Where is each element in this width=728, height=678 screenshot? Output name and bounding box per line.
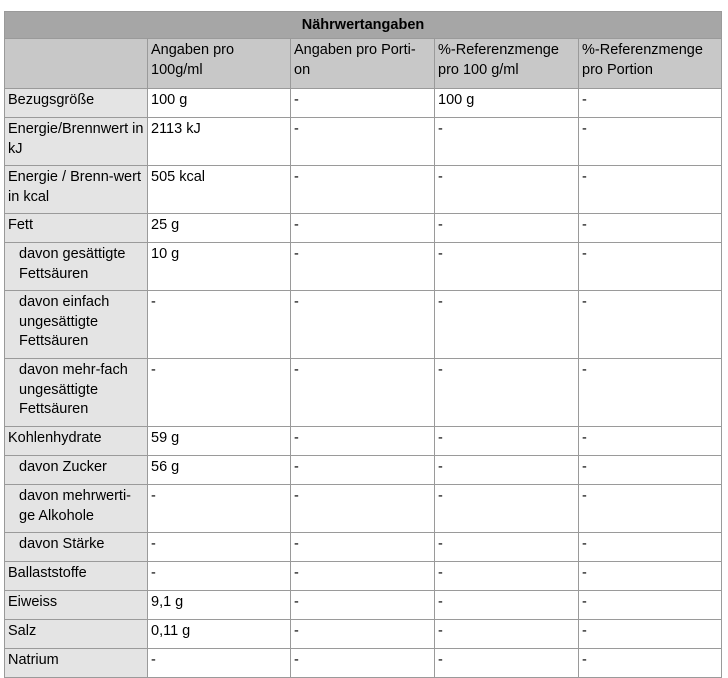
table-cell: 9,1 g [148,591,291,620]
table-cell: - [291,485,435,533]
row-label: davon Stärke [5,533,148,562]
table-cell: - [435,456,579,485]
table-cell: - [148,485,291,533]
row-label: Kohlenhydrate [5,427,148,456]
table-cell: - [291,89,435,118]
table-cell: 25 g [148,214,291,243]
table-cell: - [579,214,722,243]
table-cell: - [291,591,435,620]
table-row [5,649,722,678]
table-cell: - [291,359,435,427]
table-cell: - [579,620,722,649]
row-label: Ballaststoffe [5,562,148,591]
table-cell: - [579,591,722,620]
table-cell: - [579,485,722,533]
table-row [5,118,722,166]
table-cell: - [579,456,722,485]
table-cell: 10 g [148,243,291,291]
table-row [5,359,722,427]
table-row [5,166,722,214]
table-cell: - [435,243,579,291]
table-cell: 100 g [435,89,579,118]
column-header-per-portion: Angaben pro Porti-on [291,39,435,89]
table-row [5,456,722,485]
table-row [5,485,722,533]
row-label: Energie/Brennwert in kJ [5,118,148,166]
column-header-row [5,39,722,89]
table-cell: - [435,620,579,649]
row-label: davon gesättigte Fettsäuren [5,243,148,291]
row-label: Energie / Brenn-wert in kcal [5,166,148,214]
table-cell: - [291,214,435,243]
table-row [5,243,722,291]
row-label: Salz [5,620,148,649]
nutrition-table-container [4,11,721,678]
table-row [5,620,722,649]
row-label: davon mehrwerti-ge Alkohole [5,485,148,533]
table-cell: - [291,533,435,562]
table-cell: - [579,118,722,166]
table-cell: - [579,359,722,427]
table-cell: - [435,166,579,214]
table-row [5,562,722,591]
table-cell: - [579,89,722,118]
table-cell: - [579,427,722,456]
table-cell: - [291,456,435,485]
column-header-per-100g: Angaben pro 100g/ml [148,39,291,89]
table-cell: - [291,620,435,649]
table-cell: - [435,359,579,427]
table-cell: - [579,562,722,591]
row-label: Fett [5,214,148,243]
row-label: davon Zucker [5,456,148,485]
table-row [5,427,722,456]
table-cell: - [291,427,435,456]
table-row [5,214,722,243]
table-row [5,291,722,359]
table-cell: - [291,649,435,678]
table-cell: - [435,485,579,533]
nutrition-table [4,11,722,678]
table-cell: 100 g [148,89,291,118]
column-header-ri-per-portion: %-Referenzmenge pro Portion [579,39,722,89]
table-cell: - [435,214,579,243]
table-row [5,89,722,118]
table-cell: - [148,359,291,427]
table-row [5,533,722,562]
table-cell: - [435,649,579,678]
table-cell: - [579,649,722,678]
table-cell: - [148,562,291,591]
table-cell: - [291,243,435,291]
table-cell: - [148,649,291,678]
table-cell: - [291,166,435,214]
table-cell: 2113 kJ [148,118,291,166]
table-cell: - [291,562,435,591]
table-cell: - [435,591,579,620]
table-cell: - [435,562,579,591]
row-label: davon einfach ungesättigte Fettsäuren [5,291,148,359]
table-row [5,591,722,620]
table-cell: 0,11 g [148,620,291,649]
table-cell: - [291,291,435,359]
table-cell: - [435,291,579,359]
column-header-ri-per-100g: %-Referenzmenge pro 100 g/ml [435,39,579,89]
table-cell: 56 g [148,456,291,485]
nutrition-table-body [5,89,722,678]
row-label: Eiweiss [5,591,148,620]
table-cell: 505 kcal [148,166,291,214]
column-header-corner [5,39,148,89]
table-cell: - [579,533,722,562]
table-cell: - [435,427,579,456]
table-cell: - [148,291,291,359]
row-label: Natrium [5,649,148,678]
table-cell: - [435,118,579,166]
table-cell: - [291,118,435,166]
table-title: Nährwertangaben [5,12,722,39]
row-label: davon mehr-fach ungesättigte Fettsäuren [5,359,148,427]
table-cell: - [579,166,722,214]
table-cell: - [579,243,722,291]
table-cell: - [435,533,579,562]
table-cell: 59 g [148,427,291,456]
table-cell: - [148,533,291,562]
table-cell: - [579,291,722,359]
row-label: Bezugsgröße [5,89,148,118]
